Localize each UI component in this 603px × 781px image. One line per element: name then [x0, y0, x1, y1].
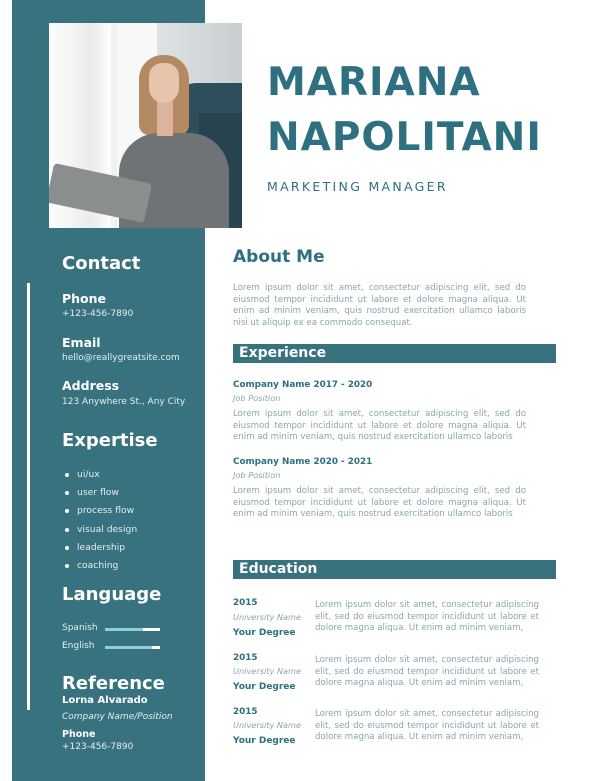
education-description: Lorem ipsum dolor sit amet, consectetur adipiscing elit, sed do eiusmod tempor incididunt ut labore et dolore magna aliqua. Ut enim ad minim veniam,: [315, 600, 539, 634]
language-name-spanish: Spanish: [62, 623, 98, 633]
expertise-item: coaching: [62, 557, 137, 575]
reference-name: Lorna Alvarado: [62, 695, 148, 706]
experience-position: Job Position: [233, 470, 281, 480]
contact-heading: Contact: [62, 253, 141, 274]
education-year: 2015: [233, 707, 258, 717]
experience-company: Company Name 2017 - 2020: [233, 380, 373, 390]
contact-phone: +123-456-7890: [62, 309, 134, 319]
education-degree: Your Degree: [233, 736, 296, 746]
about-heading: About Me: [233, 247, 325, 267]
expertise-heading: Expertise: [62, 430, 158, 451]
first-name: MARIANA: [267, 60, 481, 105]
expertise-list: [62, 466, 137, 575]
education-year: 2015: [233, 653, 258, 663]
education-description: Lorem ipsum dolor sit amet, consectetur adipiscing elit, sed do eiusmod tempor incididunt ut labore et dolore magna aliqua. Ut enim ad minim veniam,: [315, 709, 539, 743]
contact-email: hello@reallygreatsite.com: [62, 353, 180, 363]
job-title: MARKETING MANAGER: [267, 179, 448, 194]
expertise-item: process flow: [62, 502, 137, 520]
education-university: University Name: [233, 720, 302, 730]
language-heading: Language: [62, 584, 162, 605]
education-heading: Education: [239, 561, 318, 577]
expertise-item: ui/ux: [62, 466, 137, 484]
reference-heading: Reference: [62, 673, 165, 694]
language-bar-english: [105, 646, 160, 649]
experience-position: Job Position: [233, 393, 281, 403]
experience-section-bar: [233, 344, 556, 363]
expertise-item: leadership: [62, 539, 137, 557]
education-section-bar: [233, 560, 556, 579]
about-text: Lorem ipsum dolor sit amet, consectetur adipiscing elit, sed do eiusmod tempor incididunt ut labore et dolore magna aliqua. Ut enim ad minim veniam, quis nostrud exercitation ullamco laboris nisi ut aliquip ex ea commodo consequat.: [233, 283, 526, 329]
contact-email-label: Email: [62, 335, 101, 350]
profile-photo: [49, 23, 242, 228]
education-degree: Your Degree: [233, 628, 296, 638]
education-degree: Your Degree: [233, 682, 296, 692]
education-university: University Name: [233, 612, 302, 622]
experience-description: Lorem ipsum dolor sit amet, consectetur adipiscing elit, sed do eiusmod tempor incididunt ut labore et dolore magna aliqua. Ut enim ad minim veniam, quis nostrud exercitation ullamco laboris: [233, 409, 526, 443]
sidebar-divider-line: [27, 283, 30, 710]
experience-description: Lorem ipsum dolor sit amet, consectetur adipiscing elit, sed do eiusmod tempor incididunt ut labore et dolore magna aliqua. Ut enim ad minim veniam, quis nostrud exercitation ullamco laboris: [233, 486, 526, 520]
education-description: Lorem ipsum dolor sit amet, consectetur adipiscing elit, sed do eiusmod tempor incididunt ut labore et dolore magna aliqua. Ut enim ad minim veniam,: [315, 655, 539, 689]
language-bar-fill: [105, 628, 143, 631]
language-name-english: English: [62, 641, 95, 651]
reference-phone: +123-456-7890: [62, 742, 134, 752]
experience-heading: Experience: [239, 345, 327, 361]
photo-face: [149, 63, 179, 103]
education-year: 2015: [233, 598, 258, 608]
reference-company: Company Name/Position: [62, 712, 173, 722]
education-university: University Name: [233, 666, 302, 676]
language-bar-fill: [105, 646, 152, 649]
contact-address: 123 Anywhere St., Any City: [62, 397, 186, 407]
expertise-item: visual design: [62, 521, 137, 539]
last-name: NAPOLITANI: [267, 115, 542, 160]
contact-address-label: Address: [62, 378, 120, 393]
expertise-item: user flow: [62, 484, 137, 502]
reference-phone-label: Phone: [62, 729, 96, 740]
experience-company: Company Name 2020 - 2021: [233, 457, 373, 467]
contact-phone-label: Phone: [62, 291, 107, 306]
photo-neck: [157, 101, 173, 136]
language-bar-spanish: [105, 628, 160, 631]
